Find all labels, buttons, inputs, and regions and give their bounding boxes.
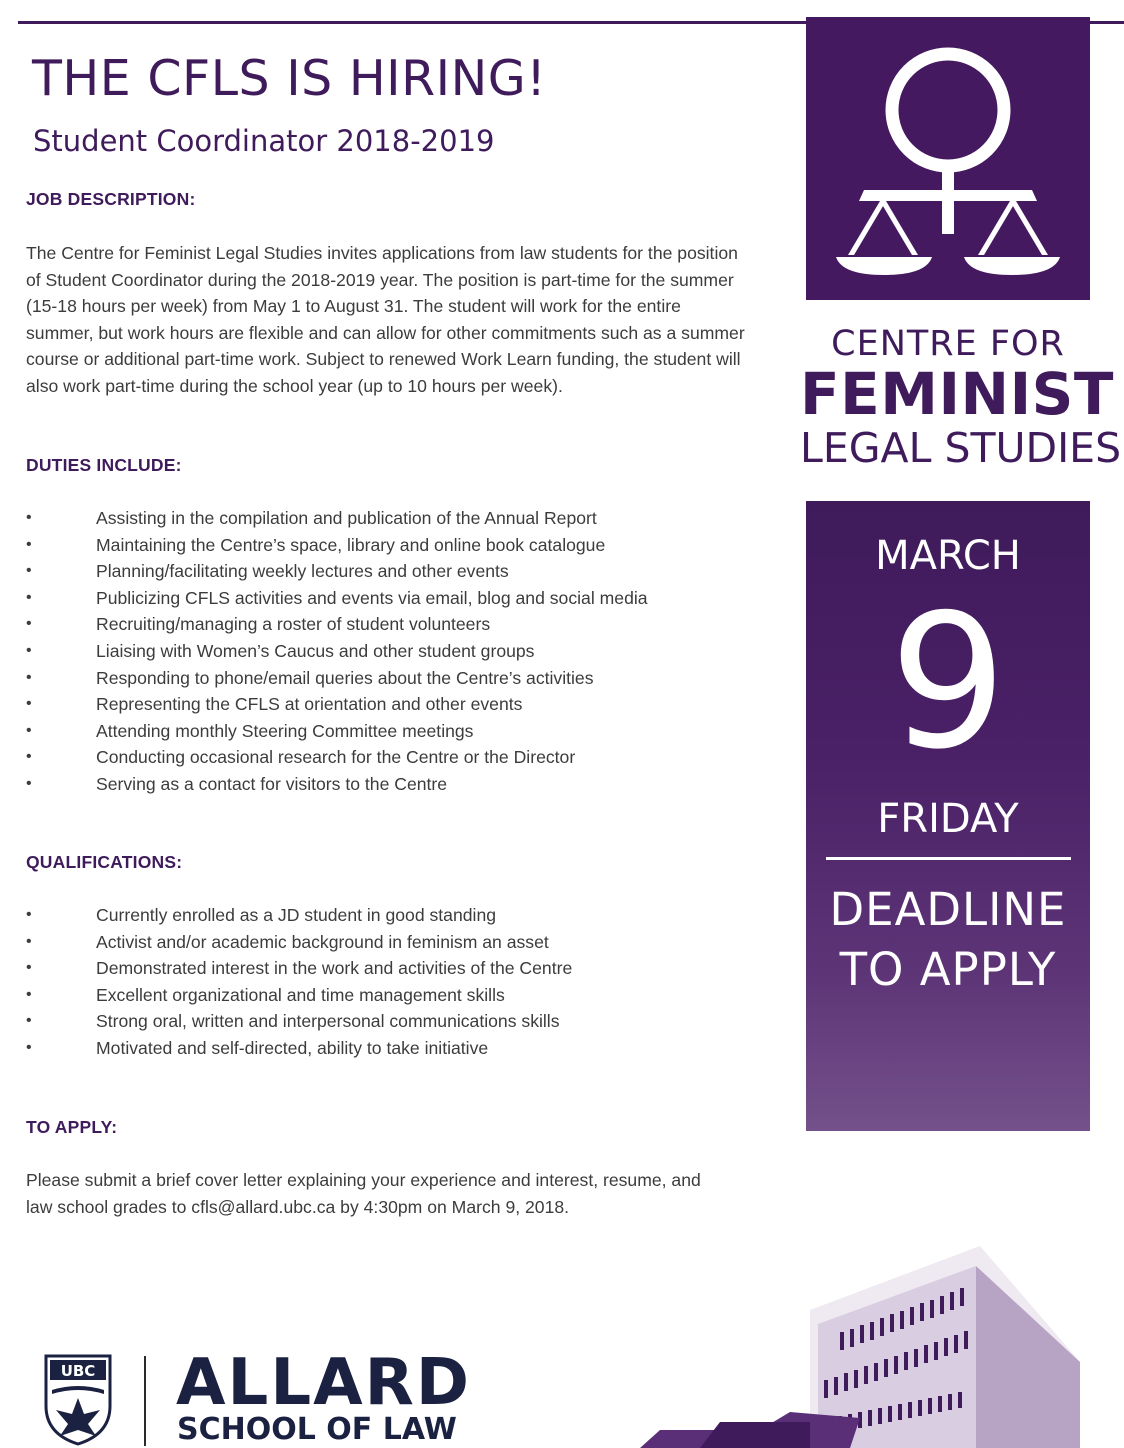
list-item: • Responding to phone/email queries about the Centre’s activities bbox=[26, 665, 648, 692]
list-item: • Liaising with Women’s Caucus and other student groups bbox=[26, 638, 648, 665]
list-item: • Motivated and self-directed, ability to take initiative bbox=[26, 1035, 572, 1062]
cfls-name-line-3: LEGAL STUDIES bbox=[800, 424, 1122, 472]
list-item: • Publicizing CFLS activities and events via email, blog and social media bbox=[26, 585, 648, 612]
deadline-weekday: FRIDAY bbox=[877, 796, 1019, 842]
cfls-logo-mark bbox=[806, 17, 1090, 300]
list-item: • Recruiting/managing a roster of student volunteers bbox=[26, 611, 648, 638]
list-item: • Conducting occasional research for the Centre or the Director bbox=[26, 744, 648, 771]
list-item: • Currently enrolled as a JD student in good standing bbox=[26, 902, 572, 929]
school-of-law-wordmark: SCHOOL OF LAW bbox=[177, 1412, 457, 1447]
page-subtitle: Student Coordinator 2018-2019 bbox=[33, 124, 495, 158]
list-item: • Excellent organizational and time management skills bbox=[26, 982, 572, 1009]
apply-text: Please submit a brief cover letter explaining your experience and interest, resume, and law school grades to cfls@allard.ubc.ca by 4:30pm on March 9, 2018. bbox=[26, 1170, 701, 1217]
list-item: • Planning/facilitating weekly lectures and other events bbox=[26, 558, 648, 585]
law-building-illustration bbox=[640, 1100, 1124, 1448]
page-title: THE CFLS IS HIRING! bbox=[32, 50, 547, 107]
job-description-text: The Centre for Feminist Legal Studies invites applications from law students for the position of Student Coordinator during the 2018-2019 year. The position is part-time for the summer (15-18 hours per week) from May 1 to August 31. The student will work for the entire summer, but work hours are flexible and can allow for other commitments such as a summer course or additional part-time work. Subject to renewed Work Learn funding, the student will also work part-time during the school year (up to 10 hours per week). bbox=[26, 243, 745, 396]
list-item: • Serving as a contact for visitors to the Centre bbox=[26, 771, 648, 798]
list-item: • Attending monthly Steering Committee meetings bbox=[26, 718, 648, 745]
qualifications-heading: QUALIFICATIONS: bbox=[26, 852, 183, 872]
cfls-name-line-2: FEMINIST bbox=[800, 360, 1114, 428]
list-item: • Maintaining the Centre’s space, library and online book catalogue bbox=[26, 532, 648, 559]
footer-logo-divider bbox=[144, 1356, 146, 1446]
duties-heading: DUTIES INCLUDE: bbox=[26, 455, 182, 475]
deadline-day: 9 bbox=[889, 574, 1007, 790]
deadline-label-line-2: TO APPLY bbox=[839, 943, 1057, 996]
duties-list bbox=[26, 505, 648, 798]
list-item: • Strong oral, written and interpersonal communications skills bbox=[26, 1008, 572, 1035]
ubc-crest-label: UBC bbox=[60, 1362, 96, 1380]
list-item: • Assisting in the compilation and publication of the Annual Report bbox=[26, 505, 648, 532]
deadline-month: MARCH bbox=[875, 533, 1021, 579]
top-rule-left bbox=[18, 21, 806, 24]
list-item: • Activist and/or academic background in feminism an asset bbox=[26, 929, 572, 956]
list-item: • Demonstrated interest in the work and activities of the Centre bbox=[26, 955, 572, 982]
top-rule-right bbox=[1090, 21, 1124, 24]
venus-scales-icon bbox=[806, 17, 1090, 300]
deadline-divider bbox=[826, 857, 1071, 860]
allard-wordmark: ALLARD bbox=[176, 1346, 472, 1420]
apply-heading: TO APPLY: bbox=[26, 1117, 118, 1137]
cfls-name-line-1: CENTRE FOR bbox=[831, 324, 1065, 364]
job-description-heading: JOB DESCRIPTION: bbox=[26, 189, 196, 209]
list-item: • Representing the CFLS at orientation and other events bbox=[26, 691, 648, 718]
deadline-label-line-1: DEADLINE bbox=[829, 883, 1067, 936]
qualifications-list bbox=[26, 902, 572, 1062]
